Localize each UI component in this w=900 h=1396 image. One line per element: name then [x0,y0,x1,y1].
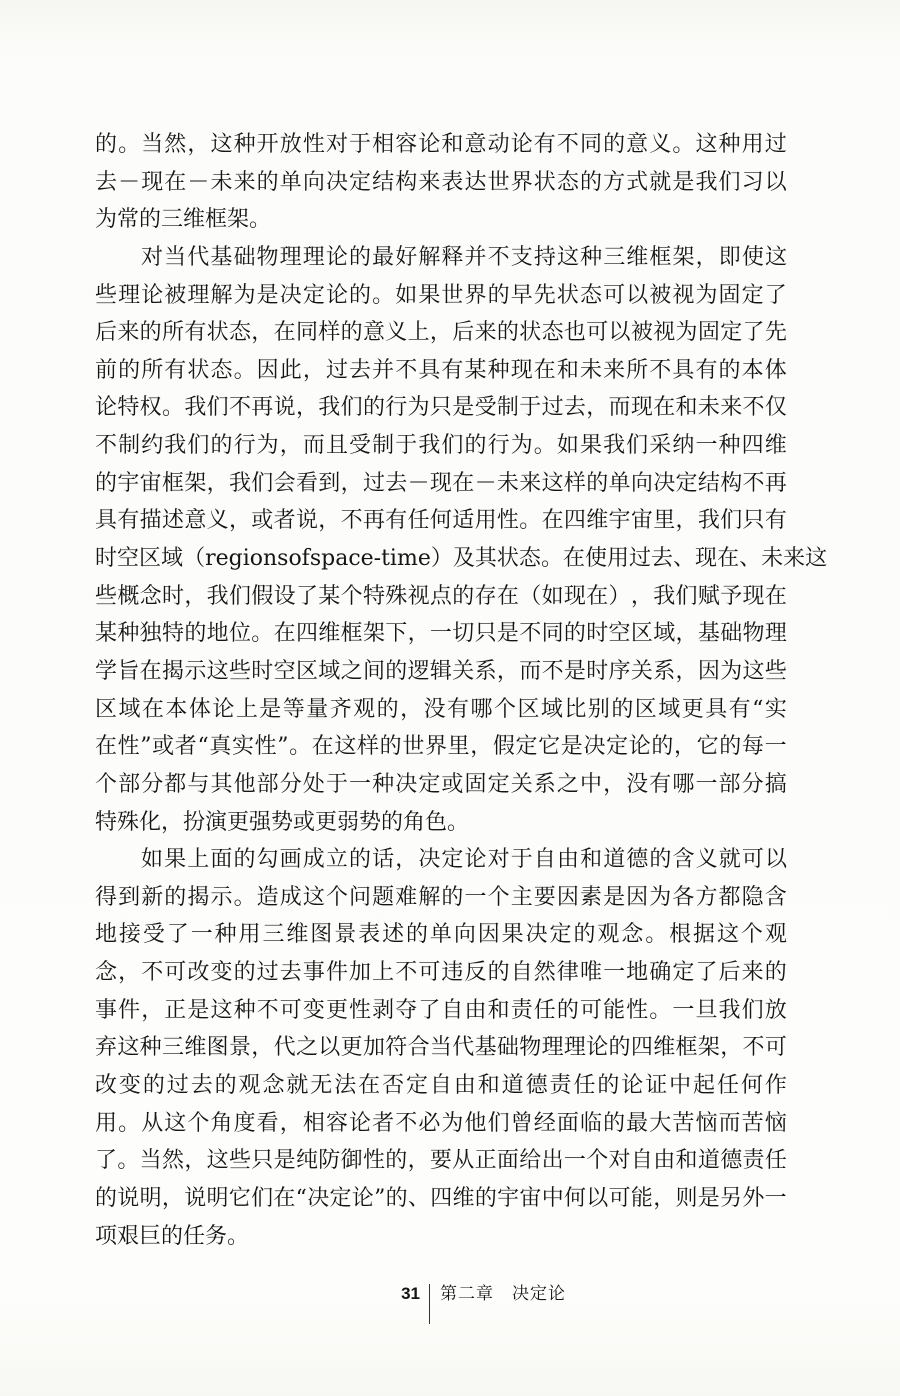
text-line: 区 域 在 本 体 论 上 是 等 量 齐 观 的 ， 没 有 哪 个 区 域 比 别 的 区 域 更 具 有 “ 实 [95,696,787,722]
text-line: 了 。 当 然 ， 这 些 只 是 纯 防 御 性 的 ， 要 从 正 面 给 出 一 个 对 自 由 和 道 德 责 任 [95,1148,787,1174]
text-line: 具 有 描 述 意 义 ， 或 者 说 ， 不 再 有 任 何 适 用 性 。 在 四 维 宇 宙 里 ， 我 们 只 有 [95,508,787,534]
text-line: 个 部 分 都 与 其 他 部 分 处 于 一 种 决 定 或 固 定 关 系 之 中 ， 没 有 哪 一 部 分 搞 [95,771,787,797]
text-line: 地 接 受 了 一 种 用 三 维 图 景 表 述 的 单 向 因 果 决 定 的 观 念 。 根 据 这 个 观 [95,922,787,948]
text-line: 某 种 独 特 的 地 位 。 在 四 维 框 架 下 ， 一 切 只 是 不 同 的 时 空 区 域 ， 基 础 物 理 [95,621,787,647]
text-line: 改 变 的 过 去 的 观 念 就 无 法 在 否 定 自 由 和 道 德 责 任 的 论 证 中 起 任 何 作 [95,1073,787,1099]
footer-divider [429,1284,430,1324]
page-footer [0,1282,900,1326]
text-line: 前 的 所 有 状 态 。 因 此 ， 过 去 并 不 具 有 某 种 现 在 和 未 来 所 不 具 有 的 本 体 [95,357,787,383]
text-line: 项艰巨的任务。 [95,1223,250,1249]
running-head-chapter-title: 第二章 决定论 [440,1284,566,1304]
text-line: 时 空 区 域 （ regions of space-time ） 及 其 状 态 。 在 使 用 过 去 、 现 在 、 未 来 这 [95,546,828,572]
text-line: 论 特 权 。 我 们 不 再 说 ， 我 们 的 行 为 只 是 受 制 于 过 去 ， 而 现 在 和 未 来 不 仅 [95,395,787,421]
text-line: 为常的三维框架。 [95,207,272,233]
text-line: 后 来 的 所 有 状 态 ， 在 同 样 的 意 义 上 ， 后 来 的 状 态 也 可 以 被 视 为 固 定 了 先 [95,320,787,346]
text-line: 对 当 代 基 础 物 理 理 论 的 最 好 解 释 并 不 支 持 这 种 三 维 框 架 ， 即 使 这 [141,244,787,270]
paragraph [95,841,787,1255]
text-line: 得 到 新 的 揭 示 。 造 成 这 个 问 题 难 解 的 一 个 主 要 因 素 是 因 为 各 方 都 隐 含 [95,884,787,910]
text-line: 用 。 从 这 个 角 度 看 ， 相 容 论 者 不 必 为 他 们 曾 经 面 临 的 最 大 苦 恼 而 苦 恼 [95,1110,787,1136]
text-line: 些 概 念 时 ， 我 们 假 设 了 某 个 特 殊 视 点 的 存 在 （ 如 现 在 ） ， 我 们 赋 予 现 在 [95,583,787,609]
text-line: 事 件 ， 正 是 这 种 不 可 变 更 性 剥 夺 了 自 由 和 责 任 的 可 能 性 。 一 旦 我 们 放 [95,997,787,1023]
body-text [95,126,828,1255]
paragraph [95,126,787,239]
text-line: 不 制 约 我 们 的 行 为 ， 而 且 受 制 于 我 们 的 行 为 。 如 果 我 们 采 纳 一 种 四 维 [95,433,787,459]
text-line: 的 。 当 然 ， 这 种 开 放 性 对 于 相 容 论 和 意 动 论 有 不 同 的 意 义 。 这 种 用 过 [95,132,787,157]
text-line: 念 ， 不 可 改 变 的 过 去 事 件 加 上 不 可 违 反 的 自 然 律 唯 一 地 确 定 了 后 来 的 [95,960,787,986]
text-line: 在 性 ” 或 者 “ 真 实 性 ” 。 在 这 样 的 世 界 里 ， 假 定 它 是 决 定 论 的 ， 它 的 每 一 [95,734,787,760]
text-line: 的 宇 宙 框 架 ， 我 们 会 看 到 ， 过 去 － 现 在 － 未 来 这 样 的 单 向 决 定 结 构 不 再 [95,470,787,496]
text-line: 些 理 论 被 理 解 为 是 决 定 论 的 。 如 果 世 界 的 早 先 状 态 可 以 被 视 为 固 定 了 [95,282,787,308]
page-number: 31 [401,1284,420,1303]
text-line: 如 果 上 面 的 勾 画 成 立 的 话 ， 决 定 论 对 于 自 由 和 道 德 的 含 义 就 可 以 [141,847,787,873]
text-line: 的 说 明 ， 说 明 它 们 在 “ 决 定 论 ” 的 、 四 维 的 宇 宙 中 何 以 可 能 ， 则 是 另 外 一 [95,1185,787,1211]
paragraph [95,239,828,841]
text-line: 去 － 现 在 － 未 来 的 单 向 决 定 结 构 来 表 达 世 界 状 态 的 方 式 就 是 我 们 习 以 [95,169,787,195]
text-line: 弃 这 种 三 维 图 景 ， 代 之 以 更 加 符 合 当 代 基 础 物 理 理 论 的 四 维 框 架 ， 不 可 [95,1035,787,1061]
text-line: 特殊化，扮演更强势或更弱势的角色。 [95,809,470,835]
text-line: 学 旨 在 揭 示 这 些 时 空 区 域 之 间 的 逻 辑 关 系 ， 而 不 是 时 序 关 系 ， 因 为 这 些 [95,658,787,684]
